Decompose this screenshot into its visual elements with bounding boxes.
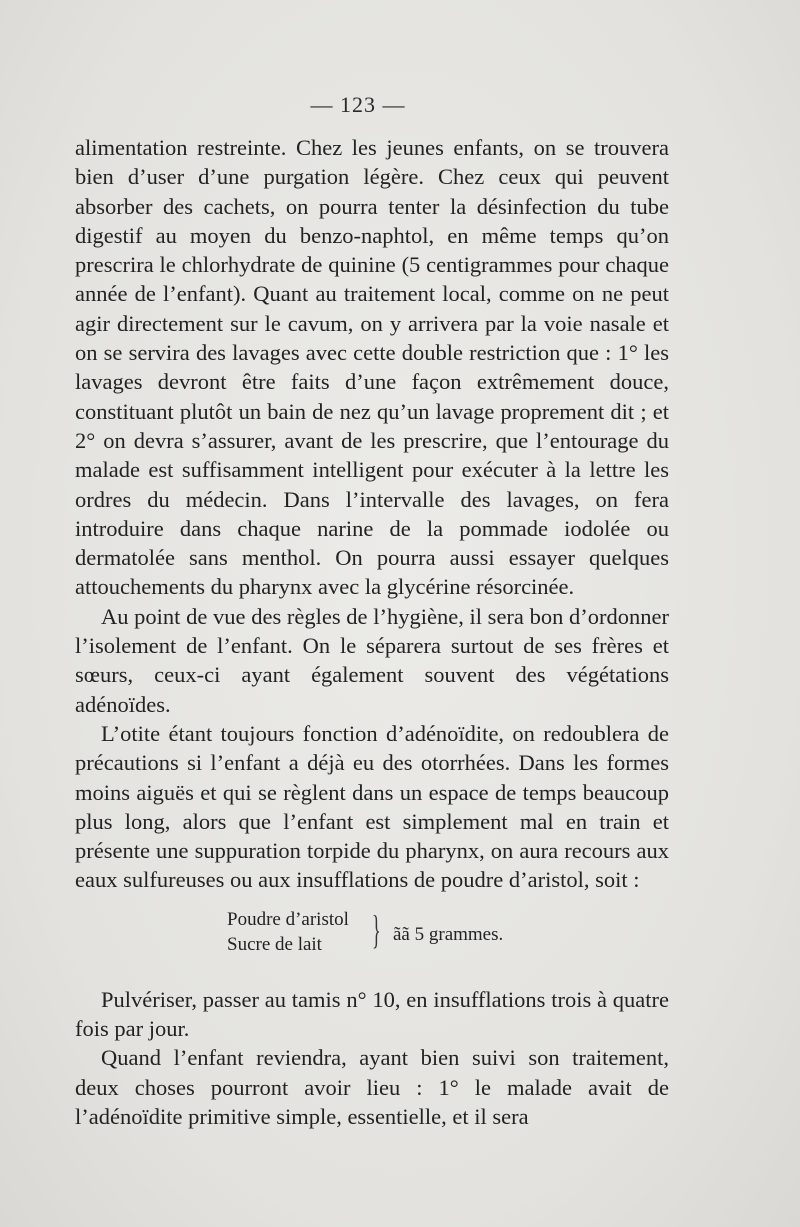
paragraph-follow-up: Quand l’enfant reviendra, ayant bien suivi son traitement, deux choses pourront avoir lieu : 1° le malade avait de l’adénoïdite primitive simple, essentielle, et il sera (75, 1045, 669, 1129)
ingredient-sugar: Sucre de lait (227, 933, 322, 955)
paragraph-otitis: L’otite étant toujours fonction d’adénoïdite, on redoublera de précautions si l’enfant a déjà eu des otorrhées. Dans les formes moins aiguës et qui se règlent dans un espace de temps beaucoup plus long, alors que l’enfant est simplement mal en train et présente une suppuration torpide du pharynx, on aura recours aux eaux sulfureuses ou aux insufflations de poudre d’aristol, soit : (75, 720, 669, 893)
ingredient-aristol: Poudre d’aristol (227, 908, 349, 930)
prescription-formula (75, 901, 669, 977)
page-body (75, 133, 669, 1131)
paragraph-insufflation: Pulvériser, passer au tamis n° 10, en insufflations trois à quatre fois par jour. (75, 986, 669, 1042)
page-number: — 123 — (310, 92, 406, 117)
paragraph-hygiene: Au point de vue des règles de l’hygiène, il sera bon d’ordonner l’isolement de l’enfant. On le séparera surtout de ses frères et sœurs, ceux-ci ayant également souvent des végétations adénoïdes. (75, 603, 669, 717)
brace-glyph: } (372, 906, 381, 952)
prescription-ingredients (227, 907, 349, 957)
paragraph-diet-treatment: alimentation restreinte. Chez les jeunes enfants, on se trouvera bien d’user d’une purgation légère. Chez ceux qui peuvent absorber des cachets, on pourra tenter la désinfection du tube digestif au moyen du benzo-naphtol, en même temps qu’on prescrira le chlorhydrate de quinine (5 centigrammes pour chaque année de l’enfant). Quant au traitement local, comme on ne peut agir directement sur le cavum, on y arrivera par la voie nasale et on se servira des lavages avec cette double restriction que : 1° les lavages devront être faits d’une façon extrêmement douce, constituant plutôt un bain de nez qu’un lavage proprement dit ; et 2° on devra s’assurer, avant de les prescrire, que l’entourage du malade est suffisamment intelligent pour exécuter à la lettre les ordres du médecin. Dans l’intervalle des lavages, on fera introduire dans chaque narine de la pommade iodolée ou dermatolée sans menthol. On pourra aussi essayer quelques attouchements du pharynx avec la glycérine résorcinée. (75, 135, 669, 600)
prescription-dose: ãã 5 grammes. (393, 923, 504, 945)
